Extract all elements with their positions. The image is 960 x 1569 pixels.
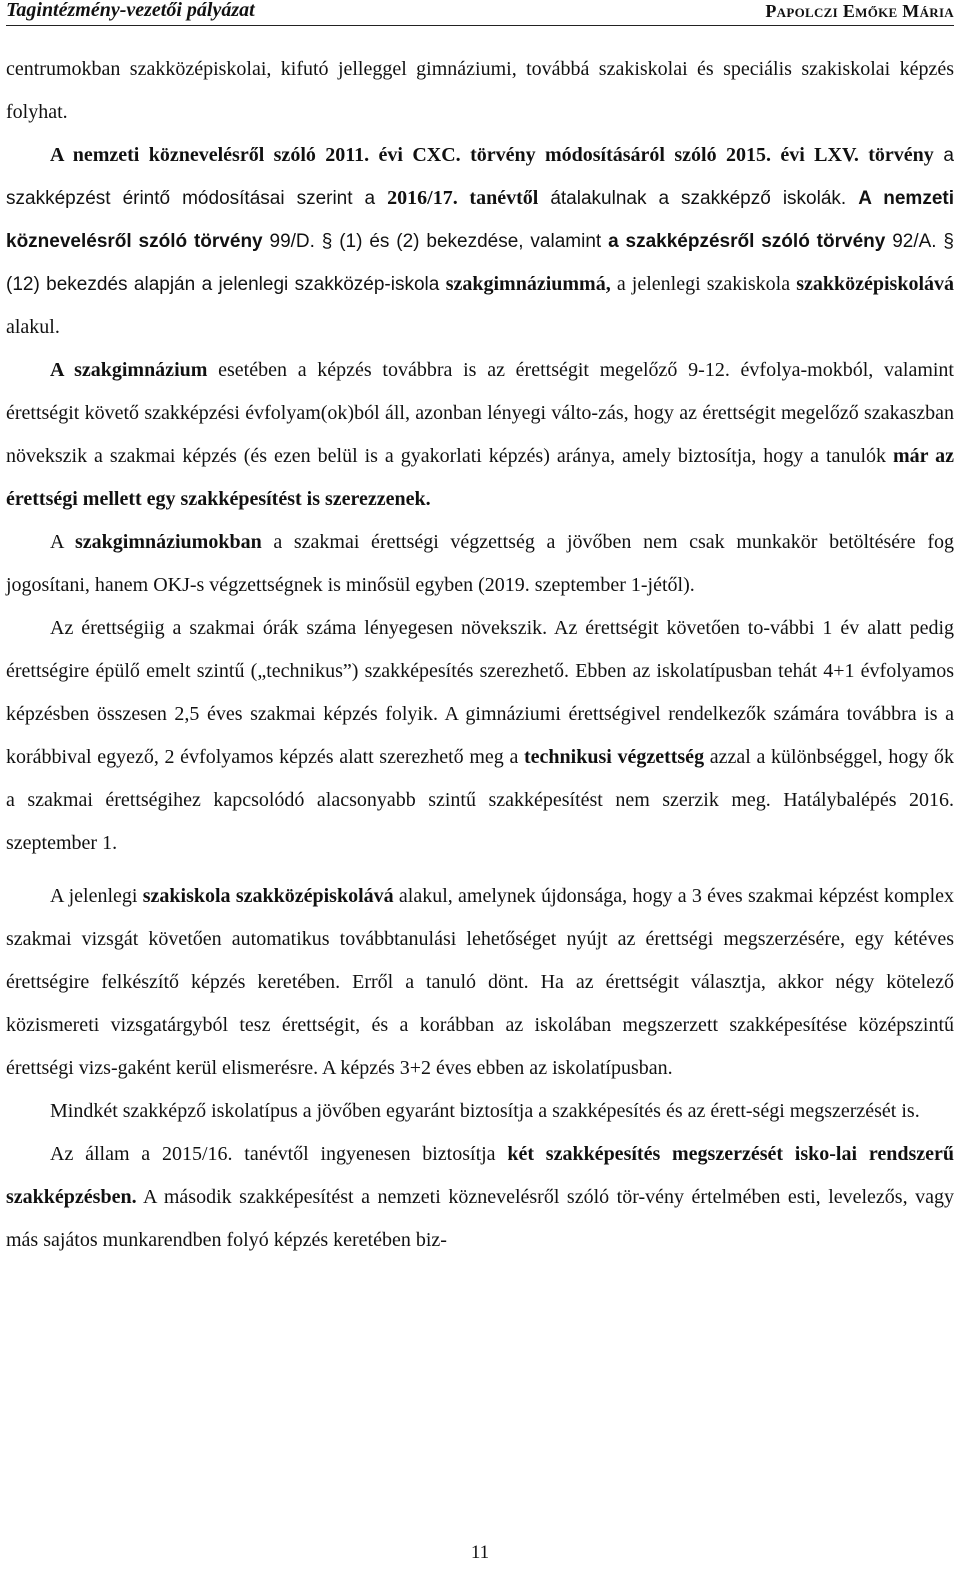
paragraph-4: A szakgimnáziumokban a szakmai érettségi végzettség a jövőben nem csak munkakör betöltésére fog jogosítani, hanem OKJ-s végzettségnek is minősül egyben (2019. szeptember 1-jétől). bbox=[6, 531, 954, 596]
paragraph-7: Mindkét szakképző iskolatípus a jövőben egyaránt biztosítja a szakképesítés és az érett-ségi megszerzését is. bbox=[50, 1100, 920, 1122]
document-body bbox=[6, 48, 954, 1262]
paragraph-2: A nemzeti köznevelésről szóló 2011. évi CXC. törvény módosításáról szóló 2015. évi LXV. törvény a szakképzést érintő módosításai szerint a 2016/17. tanévtől átalakulnak a szakképző iskolák. A nemzeti köznevelésről szóló törvény 99/D. § (1) és (2) bekezdése, valamint a szakképzésről szóló törvény 92/A. § (12) bekezdés alapján a jelenlegi szakközép-iskola szakgimnáziummá, a jelenlegi szakiskola szakközépiskolává alakul. bbox=[6, 144, 955, 338]
paragraph-3: A szakgimnázium esetében a képzés továbbra is az érettségit megelőző 9-12. évfolya-mokból, valamint érettségit követő szakképzési évfolyam(ok)ból áll, azonban lényegi válto-zás, hogy az érettségit megelőző szakaszban növekszik a szakmai képzés (és ezen belül is a gyakorlati képzés) aránya, amely biztosítja, hogy a tanulók már az érettségi mellett egy szakképesítést is szerezzenek. bbox=[6, 359, 955, 510]
header-title: Tagintézmény-vezetői pályázat bbox=[6, 0, 255, 21]
paragraph-8: Az állam a 2015/16. tanévtől ingyenesen biztosítja két szakképesítés megszerzését isko-lai rendszerű szakképzésben. A második szakképesítést a nemzeti köznevelésről szóló tör-vény értelmében esti, levelezős, vagy más sajátos munkarendben folyó képzés keretében biz- bbox=[6, 1143, 954, 1251]
paragraph-6: A jelenlegi szakiskola szakközépiskolává alakul, amelynek újdonsága, hogy a 3 éves szakmai képzést komplex szakmai vizsgát követően automatikus továbbtanulási lehetőséget nyújt az érettségi megszerzésére, egy kétéves érettségire felkészítő képzés keretében. Erről a tanuló dönt. Ha az érettségit választja, akkor négy kötelező közismereti vizsgatárgyból tesz érettségit, és a korábban az iskolában megszerzett szakképesítése középszintű érettségi vizs-gaként kerül elismerésre. A képzés 3+2 éves ebben az iskolatípusban. bbox=[6, 885, 955, 1079]
page-number: 11 bbox=[470, 1542, 490, 1563]
paragraph-5: Az érettségiig a szakmai órák száma lényegesen növekszik. Az érettségit követően to-vábbi 1 év alatt pedig érettségire épülő emelt szintű („technikus”) szakképesítés szerezhető. Ebben az iskolatípusban tehát 4+1 évfolyamos képzésben összesen 2,5 éves szakmai képzés folyik. A gimnáziumi érettségivel rendelkezők számára továbbra is a korábbival egyező, 2 évfolyamos képzés alatt szerezhető meg a technikusi végzettség azzal a különbséggel, hogy ők a szakmai érettségihez kapcsolódó alacsonyabb szintű szakképesítést nem szerzik meg. Hatálybalépés 2016. szeptember 1. bbox=[6, 617, 954, 854]
page-header bbox=[6, 0, 954, 26]
header-author: Papolczi Emőke Mária bbox=[765, 1, 954, 21]
paragraph-1: centrumokban szakközépiskolai, kifutó jelleggel gimnáziumi, továbbá szakiskolai és speciális szakiskolai képzés folyhat. bbox=[6, 58, 954, 123]
